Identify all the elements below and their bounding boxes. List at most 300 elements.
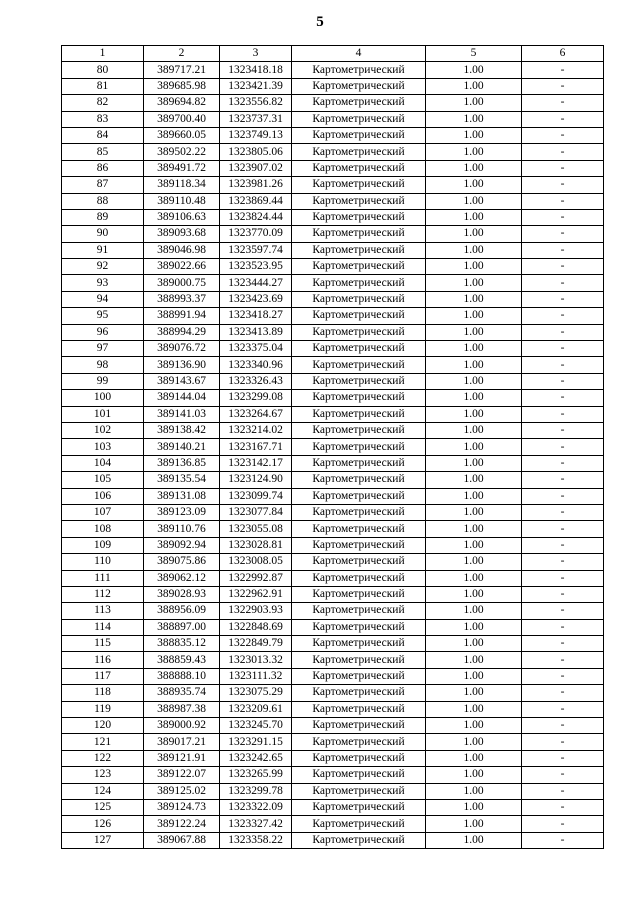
x-coordinate-cell: 389022.66 (144, 259, 220, 275)
point-number-cell: 123 (62, 767, 144, 783)
accuracy-cell: 1.00 (426, 636, 522, 652)
accuracy-cell: 1.00 (426, 488, 522, 504)
method-cell: Картометрический (292, 422, 426, 438)
x-coordinate-cell: 389122.07 (144, 767, 220, 783)
column-header: 4 (292, 46, 426, 62)
table-row (62, 390, 604, 406)
y-coordinate-cell: 1323556.82 (220, 95, 292, 111)
y-coordinate-cell: 1323444.27 (220, 275, 292, 291)
point-number-cell: 120 (62, 718, 144, 734)
table-row (62, 799, 604, 815)
accuracy-cell: 1.00 (426, 275, 522, 291)
x-coordinate-cell: 389000.92 (144, 718, 220, 734)
point-number-cell: 122 (62, 750, 144, 766)
point-number-cell: 110 (62, 554, 144, 570)
point-number-cell: 127 (62, 832, 144, 848)
y-coordinate-cell: 1323737.31 (220, 111, 292, 127)
x-coordinate-cell: 389140.21 (144, 439, 220, 455)
table-row (62, 603, 604, 619)
x-coordinate-cell: 388935.74 (144, 685, 220, 701)
description-cell: - (522, 439, 604, 455)
method-cell: Картометрический (292, 685, 426, 701)
accuracy-cell: 1.00 (426, 341, 522, 357)
table-row (62, 472, 604, 488)
description-cell: - (522, 226, 604, 242)
coordinates-table (61, 45, 604, 849)
table-row (62, 160, 604, 176)
x-coordinate-cell: 389717.21 (144, 62, 220, 78)
y-coordinate-cell: 1323597.74 (220, 242, 292, 258)
accuracy-cell: 1.00 (426, 537, 522, 553)
point-number-cell: 91 (62, 242, 144, 258)
description-cell: - (522, 291, 604, 307)
description-cell: - (522, 341, 604, 357)
y-coordinate-cell: 1323421.39 (220, 78, 292, 94)
column-header: 3 (220, 46, 292, 62)
accuracy-cell: 1.00 (426, 62, 522, 78)
table-row (62, 685, 604, 701)
method-cell: Картометрический (292, 291, 426, 307)
table-row (62, 78, 604, 94)
accuracy-cell: 1.00 (426, 78, 522, 94)
description-cell: - (522, 242, 604, 258)
point-number-cell: 118 (62, 685, 144, 701)
accuracy-cell: 1.00 (426, 701, 522, 717)
x-coordinate-cell: 389106.63 (144, 209, 220, 225)
description-cell: - (522, 586, 604, 602)
description-cell: - (522, 652, 604, 668)
x-coordinate-cell: 389131.08 (144, 488, 220, 504)
point-number-cell: 89 (62, 209, 144, 225)
table-row (62, 406, 604, 422)
accuracy-cell: 1.00 (426, 177, 522, 193)
accuracy-cell: 1.00 (426, 95, 522, 111)
method-cell: Картометрический (292, 767, 426, 783)
method-cell: Картометрический (292, 226, 426, 242)
description-cell: - (522, 537, 604, 553)
description-cell: - (522, 734, 604, 750)
table-row (62, 242, 604, 258)
y-coordinate-cell: 1323111.32 (220, 668, 292, 684)
x-coordinate-cell: 388956.09 (144, 603, 220, 619)
y-coordinate-cell: 1323028.81 (220, 537, 292, 553)
y-coordinate-cell: 1323358.22 (220, 832, 292, 848)
accuracy-cell: 1.00 (426, 668, 522, 684)
y-coordinate-cell: 1323805.06 (220, 144, 292, 160)
description-cell: - (522, 668, 604, 684)
method-cell: Картометрический (292, 275, 426, 291)
y-coordinate-cell: 1323209.61 (220, 701, 292, 717)
y-coordinate-cell: 1323214.02 (220, 422, 292, 438)
method-cell: Картометрический (292, 816, 426, 832)
description-cell: - (522, 390, 604, 406)
point-number-cell: 99 (62, 373, 144, 389)
point-number-cell: 82 (62, 95, 144, 111)
description-cell: - (522, 127, 604, 143)
x-coordinate-cell: 388994.29 (144, 324, 220, 340)
y-coordinate-cell: 1323340.96 (220, 357, 292, 373)
x-coordinate-cell: 389110.48 (144, 193, 220, 209)
accuracy-cell: 1.00 (426, 144, 522, 160)
method-cell: Картометрический (292, 160, 426, 176)
table-header-row (62, 46, 604, 62)
y-coordinate-cell: 1323075.29 (220, 685, 292, 701)
accuracy-cell: 1.00 (426, 226, 522, 242)
method-cell: Картометрический (292, 554, 426, 570)
point-number-cell: 97 (62, 341, 144, 357)
accuracy-cell: 1.00 (426, 406, 522, 422)
table-row (62, 226, 604, 242)
accuracy-cell: 1.00 (426, 570, 522, 586)
description-cell: - (522, 324, 604, 340)
x-coordinate-cell: 389136.85 (144, 455, 220, 471)
method-cell: Картометрический (292, 127, 426, 143)
method-cell: Картометрический (292, 62, 426, 78)
y-coordinate-cell: 1322992.87 (220, 570, 292, 586)
table-row (62, 357, 604, 373)
description-cell: - (522, 554, 604, 570)
method-cell: Картометрический (292, 324, 426, 340)
accuracy-cell: 1.00 (426, 390, 522, 406)
method-cell: Картометрический (292, 144, 426, 160)
y-coordinate-cell: 1323265.99 (220, 767, 292, 783)
table-row (62, 144, 604, 160)
table-row (62, 439, 604, 455)
table-row (62, 668, 604, 684)
y-coordinate-cell: 1323264.67 (220, 406, 292, 422)
y-coordinate-cell: 1323413.89 (220, 324, 292, 340)
point-number-cell: 121 (62, 734, 144, 750)
x-coordinate-cell: 389502.22 (144, 144, 220, 160)
table-row (62, 275, 604, 291)
x-coordinate-cell: 389491.72 (144, 160, 220, 176)
accuracy-cell: 1.00 (426, 816, 522, 832)
accuracy-cell: 1.00 (426, 734, 522, 750)
y-coordinate-cell: 1323981.26 (220, 177, 292, 193)
point-number-cell: 92 (62, 259, 144, 275)
point-number-cell: 95 (62, 308, 144, 324)
description-cell: - (522, 78, 604, 94)
x-coordinate-cell: 389122.24 (144, 816, 220, 832)
x-coordinate-cell: 389067.88 (144, 832, 220, 848)
description-cell: - (522, 144, 604, 160)
table-row (62, 341, 604, 357)
method-cell: Картометрический (292, 341, 426, 357)
method-cell: Картометрический (292, 668, 426, 684)
x-coordinate-cell: 389144.04 (144, 390, 220, 406)
table-row (62, 455, 604, 471)
point-number-cell: 93 (62, 275, 144, 291)
y-coordinate-cell: 1323099.74 (220, 488, 292, 504)
description-cell: - (522, 750, 604, 766)
method-cell: Картометрический (292, 619, 426, 635)
description-cell: - (522, 160, 604, 176)
table-row (62, 111, 604, 127)
table-row (62, 62, 604, 78)
x-coordinate-cell: 389135.54 (144, 472, 220, 488)
description-cell: - (522, 783, 604, 799)
x-coordinate-cell: 389700.40 (144, 111, 220, 127)
x-coordinate-cell: 389000.75 (144, 275, 220, 291)
description-cell: - (522, 767, 604, 783)
description-cell: - (522, 619, 604, 635)
x-coordinate-cell: 389075.86 (144, 554, 220, 570)
description-cell: - (522, 799, 604, 815)
x-coordinate-cell: 389118.34 (144, 177, 220, 193)
description-cell: - (522, 570, 604, 586)
accuracy-cell: 1.00 (426, 455, 522, 471)
y-coordinate-cell: 1323770.09 (220, 226, 292, 242)
method-cell: Картометрический (292, 750, 426, 766)
method-cell: Картометрический (292, 718, 426, 734)
accuracy-cell: 1.00 (426, 193, 522, 209)
accuracy-cell: 1.00 (426, 750, 522, 766)
description-cell: - (522, 62, 604, 78)
method-cell: Картометрический (292, 95, 426, 111)
y-coordinate-cell: 1322849.79 (220, 636, 292, 652)
description-cell: - (522, 95, 604, 111)
accuracy-cell: 1.00 (426, 357, 522, 373)
description-cell: - (522, 521, 604, 537)
table-row (62, 783, 604, 799)
accuracy-cell: 1.00 (426, 619, 522, 635)
accuracy-cell: 1.00 (426, 652, 522, 668)
y-coordinate-cell: 1323291.15 (220, 734, 292, 750)
accuracy-cell: 1.00 (426, 259, 522, 275)
table-row (62, 619, 604, 635)
y-coordinate-cell: 1323418.27 (220, 308, 292, 324)
table-row (62, 734, 604, 750)
method-cell: Картометрический (292, 832, 426, 848)
point-number-cell: 94 (62, 291, 144, 307)
y-coordinate-cell: 1322962.91 (220, 586, 292, 602)
x-coordinate-cell: 389125.02 (144, 783, 220, 799)
table-row (62, 718, 604, 734)
method-cell: Картометрический (292, 472, 426, 488)
description-cell: - (522, 701, 604, 717)
accuracy-cell: 1.00 (426, 439, 522, 455)
table-row (62, 193, 604, 209)
x-coordinate-cell: 388859.43 (144, 652, 220, 668)
y-coordinate-cell: 1323418.18 (220, 62, 292, 78)
table-row (62, 521, 604, 537)
point-number-cell: 100 (62, 390, 144, 406)
x-coordinate-cell: 389685.98 (144, 78, 220, 94)
accuracy-cell: 1.00 (426, 521, 522, 537)
x-coordinate-cell: 389046.98 (144, 242, 220, 258)
method-cell: Картометрический (292, 209, 426, 225)
method-cell: Картометрический (292, 455, 426, 471)
x-coordinate-cell: 389076.72 (144, 341, 220, 357)
point-number-cell: 102 (62, 422, 144, 438)
accuracy-cell: 1.00 (426, 586, 522, 602)
x-coordinate-cell: 389141.03 (144, 406, 220, 422)
description-cell: - (522, 209, 604, 225)
table-body (62, 62, 604, 849)
point-number-cell: 111 (62, 570, 144, 586)
accuracy-cell: 1.00 (426, 422, 522, 438)
accuracy-cell: 1.00 (426, 209, 522, 225)
x-coordinate-cell: 388835.12 (144, 636, 220, 652)
y-coordinate-cell: 1323008.05 (220, 554, 292, 570)
description-cell: - (522, 718, 604, 734)
accuracy-cell: 1.00 (426, 373, 522, 389)
method-cell: Картометрический (292, 373, 426, 389)
table-row (62, 324, 604, 340)
description-cell: - (522, 177, 604, 193)
method-cell: Картометрический (292, 439, 426, 455)
point-number-cell: 87 (62, 177, 144, 193)
description-cell: - (522, 422, 604, 438)
y-coordinate-cell: 1323013.32 (220, 652, 292, 668)
table-row (62, 259, 604, 275)
point-number-cell: 81 (62, 78, 144, 94)
accuracy-cell: 1.00 (426, 554, 522, 570)
description-cell: - (522, 455, 604, 471)
method-cell: Картометрический (292, 488, 426, 504)
accuracy-cell: 1.00 (426, 291, 522, 307)
method-cell: Картометрический (292, 308, 426, 324)
point-number-cell: 96 (62, 324, 144, 340)
table-row (62, 767, 604, 783)
y-coordinate-cell: 1323824.44 (220, 209, 292, 225)
method-cell: Картометрический (292, 734, 426, 750)
point-number-cell: 90 (62, 226, 144, 242)
point-number-cell: 104 (62, 455, 144, 471)
method-cell: Картометрический (292, 504, 426, 520)
point-number-cell: 88 (62, 193, 144, 209)
x-coordinate-cell: 388888.10 (144, 668, 220, 684)
y-coordinate-cell: 1323322.09 (220, 799, 292, 815)
table-row (62, 504, 604, 520)
accuracy-cell: 1.00 (426, 799, 522, 815)
table-row (62, 291, 604, 307)
y-coordinate-cell: 1323299.78 (220, 783, 292, 799)
table-row (62, 537, 604, 553)
point-number-cell: 125 (62, 799, 144, 815)
table-row (62, 832, 604, 848)
point-number-cell: 98 (62, 357, 144, 373)
x-coordinate-cell: 389660.05 (144, 127, 220, 143)
table-row (62, 422, 604, 438)
y-coordinate-cell: 1323326.43 (220, 373, 292, 389)
method-cell: Картометрический (292, 406, 426, 422)
method-cell: Картометрический (292, 177, 426, 193)
point-number-cell: 85 (62, 144, 144, 160)
method-cell: Картометрический (292, 242, 426, 258)
table-row (62, 554, 604, 570)
point-number-cell: 126 (62, 816, 144, 832)
y-coordinate-cell: 1323077.84 (220, 504, 292, 520)
method-cell: Картометрический (292, 586, 426, 602)
accuracy-cell: 1.00 (426, 685, 522, 701)
accuracy-cell: 1.00 (426, 324, 522, 340)
table-row (62, 570, 604, 586)
point-number-cell: 109 (62, 537, 144, 553)
point-number-cell: 112 (62, 586, 144, 602)
table-row (62, 652, 604, 668)
table-row (62, 209, 604, 225)
description-cell: - (522, 275, 604, 291)
accuracy-cell: 1.00 (426, 718, 522, 734)
accuracy-cell: 1.00 (426, 767, 522, 783)
point-number-cell: 115 (62, 636, 144, 652)
y-coordinate-cell: 1323869.44 (220, 193, 292, 209)
accuracy-cell: 1.00 (426, 111, 522, 127)
method-cell: Картометрический (292, 783, 426, 799)
y-coordinate-cell: 1323142.17 (220, 455, 292, 471)
column-header: 6 (522, 46, 604, 62)
description-cell: - (522, 373, 604, 389)
description-cell: - (522, 636, 604, 652)
method-cell: Картометрический (292, 390, 426, 406)
description-cell: - (522, 111, 604, 127)
accuracy-cell: 1.00 (426, 308, 522, 324)
method-cell: Картометрический (292, 570, 426, 586)
point-number-cell: 83 (62, 111, 144, 127)
y-coordinate-cell: 1322848.69 (220, 619, 292, 635)
accuracy-cell: 1.00 (426, 127, 522, 143)
accuracy-cell: 1.00 (426, 603, 522, 619)
point-number-cell: 116 (62, 652, 144, 668)
method-cell: Картометрический (292, 603, 426, 619)
y-coordinate-cell: 1323242.65 (220, 750, 292, 766)
description-cell: - (522, 488, 604, 504)
method-cell: Картометрический (292, 636, 426, 652)
y-coordinate-cell: 1323907.02 (220, 160, 292, 176)
point-number-cell: 117 (62, 668, 144, 684)
x-coordinate-cell: 388987.38 (144, 701, 220, 717)
x-coordinate-cell: 389017.21 (144, 734, 220, 750)
x-coordinate-cell: 389110.76 (144, 521, 220, 537)
x-coordinate-cell: 389121.91 (144, 750, 220, 766)
x-coordinate-cell: 389028.93 (144, 586, 220, 602)
method-cell: Картометрический (292, 259, 426, 275)
accuracy-cell: 1.00 (426, 472, 522, 488)
description-cell: - (522, 357, 604, 373)
table-row (62, 701, 604, 717)
description-cell: - (522, 259, 604, 275)
method-cell: Картометрический (292, 357, 426, 373)
y-coordinate-cell: 1323055.08 (220, 521, 292, 537)
description-cell: - (522, 832, 604, 848)
y-coordinate-cell: 1323124.90 (220, 472, 292, 488)
y-coordinate-cell: 1323327.42 (220, 816, 292, 832)
y-coordinate-cell: 1323375.04 (220, 341, 292, 357)
table-row (62, 636, 604, 652)
y-coordinate-cell: 1323167.71 (220, 439, 292, 455)
method-cell: Картометрический (292, 537, 426, 553)
point-number-cell: 101 (62, 406, 144, 422)
table-row (62, 816, 604, 832)
y-coordinate-cell: 1323523.95 (220, 259, 292, 275)
table-row (62, 95, 604, 111)
x-coordinate-cell: 388897.00 (144, 619, 220, 635)
description-cell: - (522, 816, 604, 832)
x-coordinate-cell: 389136.90 (144, 357, 220, 373)
method-cell: Картометрический (292, 111, 426, 127)
table-row (62, 586, 604, 602)
table-row (62, 373, 604, 389)
point-number-cell: 113 (62, 603, 144, 619)
accuracy-cell: 1.00 (426, 242, 522, 258)
page-number: 5 (316, 14, 324, 30)
description-cell: - (522, 685, 604, 701)
point-number-cell: 119 (62, 701, 144, 717)
method-cell: Картометрический (292, 193, 426, 209)
point-number-cell: 108 (62, 521, 144, 537)
y-coordinate-cell: 1322903.93 (220, 603, 292, 619)
